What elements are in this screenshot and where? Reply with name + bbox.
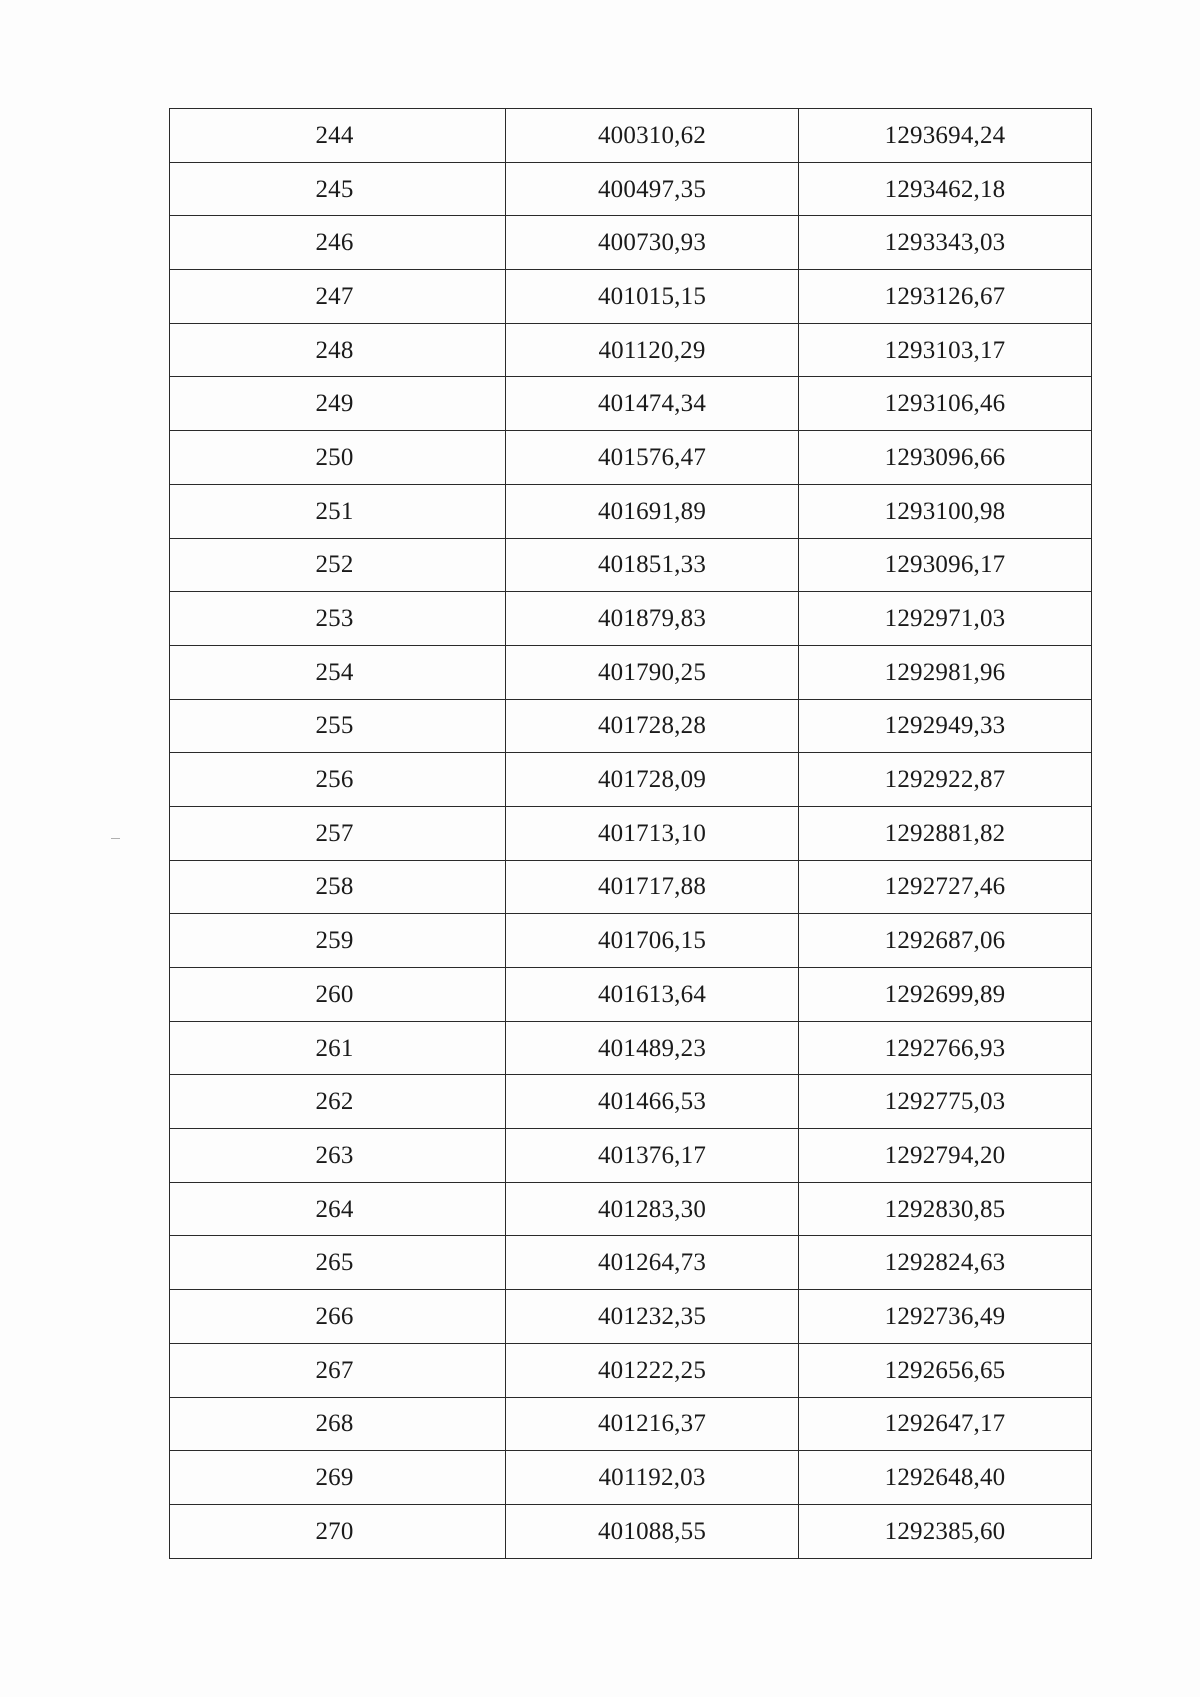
y-coordinate-cell: 1293096,17 [799, 538, 1092, 592]
point-number-cell: 265 [170, 1236, 506, 1290]
x-coordinate-cell: 401879,83 [506, 592, 799, 646]
scan-artifact [111, 838, 120, 839]
x-coordinate-cell: 401466,53 [506, 1075, 799, 1129]
table-row [170, 1075, 1092, 1129]
y-coordinate-cell: 1293106,46 [799, 377, 1092, 431]
x-coordinate-cell: 401264,73 [506, 1236, 799, 1290]
y-coordinate-cell: 1292775,03 [799, 1075, 1092, 1129]
table-row [170, 753, 1092, 807]
table-row [170, 431, 1092, 485]
point-number-cell: 250 [170, 431, 506, 485]
x-coordinate-cell: 401728,09 [506, 753, 799, 807]
point-number-cell: 268 [170, 1397, 506, 1451]
table-row [170, 162, 1092, 216]
point-number-cell: 252 [170, 538, 506, 592]
table-row [170, 1236, 1092, 1290]
y-coordinate-cell: 1293126,67 [799, 270, 1092, 324]
table-row [170, 1504, 1092, 1558]
x-coordinate-cell: 401376,17 [506, 1129, 799, 1183]
point-number-cell: 253 [170, 592, 506, 646]
point-number-cell: 244 [170, 109, 506, 163]
point-number-cell: 249 [170, 377, 506, 431]
x-coordinate-cell: 401713,10 [506, 806, 799, 860]
table-row [170, 270, 1092, 324]
table-row [170, 914, 1092, 968]
x-coordinate-cell: 401120,29 [506, 323, 799, 377]
x-coordinate-cell: 401015,15 [506, 270, 799, 324]
point-number-cell: 266 [170, 1290, 506, 1344]
y-coordinate-cell: 1293694,24 [799, 109, 1092, 163]
point-number-cell: 270 [170, 1504, 506, 1558]
x-coordinate-cell: 400730,93 [506, 216, 799, 270]
x-coordinate-cell: 401088,55 [506, 1504, 799, 1558]
y-coordinate-cell: 1293096,66 [799, 431, 1092, 485]
y-coordinate-cell: 1292385,60 [799, 1504, 1092, 1558]
table-row [170, 1021, 1092, 1075]
x-coordinate-cell: 400497,35 [506, 162, 799, 216]
x-coordinate-cell: 401613,64 [506, 968, 799, 1022]
point-number-cell: 263 [170, 1129, 506, 1183]
y-coordinate-cell: 1292648,40 [799, 1451, 1092, 1505]
x-coordinate-cell: 401728,28 [506, 699, 799, 753]
x-coordinate-cell: 401717,88 [506, 860, 799, 914]
y-coordinate-cell: 1293103,17 [799, 323, 1092, 377]
x-coordinate-cell: 401192,03 [506, 1451, 799, 1505]
y-coordinate-cell: 1292736,49 [799, 1290, 1092, 1344]
table-row [170, 699, 1092, 753]
point-number-cell: 256 [170, 753, 506, 807]
table-row [170, 1397, 1092, 1451]
table-row [170, 377, 1092, 431]
table-row [170, 968, 1092, 1022]
table-row [170, 860, 1092, 914]
y-coordinate-cell: 1292794,20 [799, 1129, 1092, 1183]
point-number-cell: 247 [170, 270, 506, 324]
point-number-cell: 260 [170, 968, 506, 1022]
table-row [170, 323, 1092, 377]
table-row [170, 1182, 1092, 1236]
y-coordinate-cell: 1292830,85 [799, 1182, 1092, 1236]
point-number-cell: 267 [170, 1343, 506, 1397]
point-number-cell: 261 [170, 1021, 506, 1075]
table-row [170, 109, 1092, 163]
y-coordinate-cell: 1292949,33 [799, 699, 1092, 753]
y-coordinate-cell: 1292727,46 [799, 860, 1092, 914]
table-row [170, 538, 1092, 592]
point-number-cell: 245 [170, 162, 506, 216]
point-number-cell: 259 [170, 914, 506, 968]
point-number-cell: 258 [170, 860, 506, 914]
x-coordinate-cell: 401851,33 [506, 538, 799, 592]
y-coordinate-cell: 1292699,89 [799, 968, 1092, 1022]
point-number-cell: 262 [170, 1075, 506, 1129]
table-row [170, 1129, 1092, 1183]
y-coordinate-cell: 1292971,03 [799, 592, 1092, 646]
table-row [170, 592, 1092, 646]
point-number-cell: 269 [170, 1451, 506, 1505]
point-number-cell: 264 [170, 1182, 506, 1236]
table-row [170, 216, 1092, 270]
x-coordinate-cell: 401216,37 [506, 1397, 799, 1451]
coordinate-table [169, 108, 1092, 1559]
point-number-cell: 254 [170, 645, 506, 699]
x-coordinate-cell: 401222,25 [506, 1343, 799, 1397]
point-number-cell: 246 [170, 216, 506, 270]
y-coordinate-cell: 1292881,82 [799, 806, 1092, 860]
y-coordinate-cell: 1293100,98 [799, 484, 1092, 538]
table-row [170, 1343, 1092, 1397]
y-coordinate-cell: 1292922,87 [799, 753, 1092, 807]
point-number-cell: 255 [170, 699, 506, 753]
x-coordinate-cell: 401576,47 [506, 431, 799, 485]
y-coordinate-cell: 1293462,18 [799, 162, 1092, 216]
y-coordinate-cell: 1292647,17 [799, 1397, 1092, 1451]
x-coordinate-cell: 401283,30 [506, 1182, 799, 1236]
table-row [170, 645, 1092, 699]
x-coordinate-cell: 401691,89 [506, 484, 799, 538]
coordinate-table-body [170, 109, 1092, 1559]
y-coordinate-cell: 1292656,65 [799, 1343, 1092, 1397]
x-coordinate-cell: 400310,62 [506, 109, 799, 163]
point-number-cell: 251 [170, 484, 506, 538]
x-coordinate-cell: 401706,15 [506, 914, 799, 968]
x-coordinate-cell: 401474,34 [506, 377, 799, 431]
point-number-cell: 248 [170, 323, 506, 377]
table-row [170, 484, 1092, 538]
y-coordinate-cell: 1292981,96 [799, 645, 1092, 699]
table-row [170, 1451, 1092, 1505]
y-coordinate-cell: 1292687,06 [799, 914, 1092, 968]
x-coordinate-cell: 401790,25 [506, 645, 799, 699]
x-coordinate-cell: 401489,23 [506, 1021, 799, 1075]
y-coordinate-cell: 1292766,93 [799, 1021, 1092, 1075]
y-coordinate-cell: 1292824,63 [799, 1236, 1092, 1290]
x-coordinate-cell: 401232,35 [506, 1290, 799, 1344]
y-coordinate-cell: 1293343,03 [799, 216, 1092, 270]
table-row [170, 1290, 1092, 1344]
point-number-cell: 257 [170, 806, 506, 860]
table-row [170, 806, 1092, 860]
